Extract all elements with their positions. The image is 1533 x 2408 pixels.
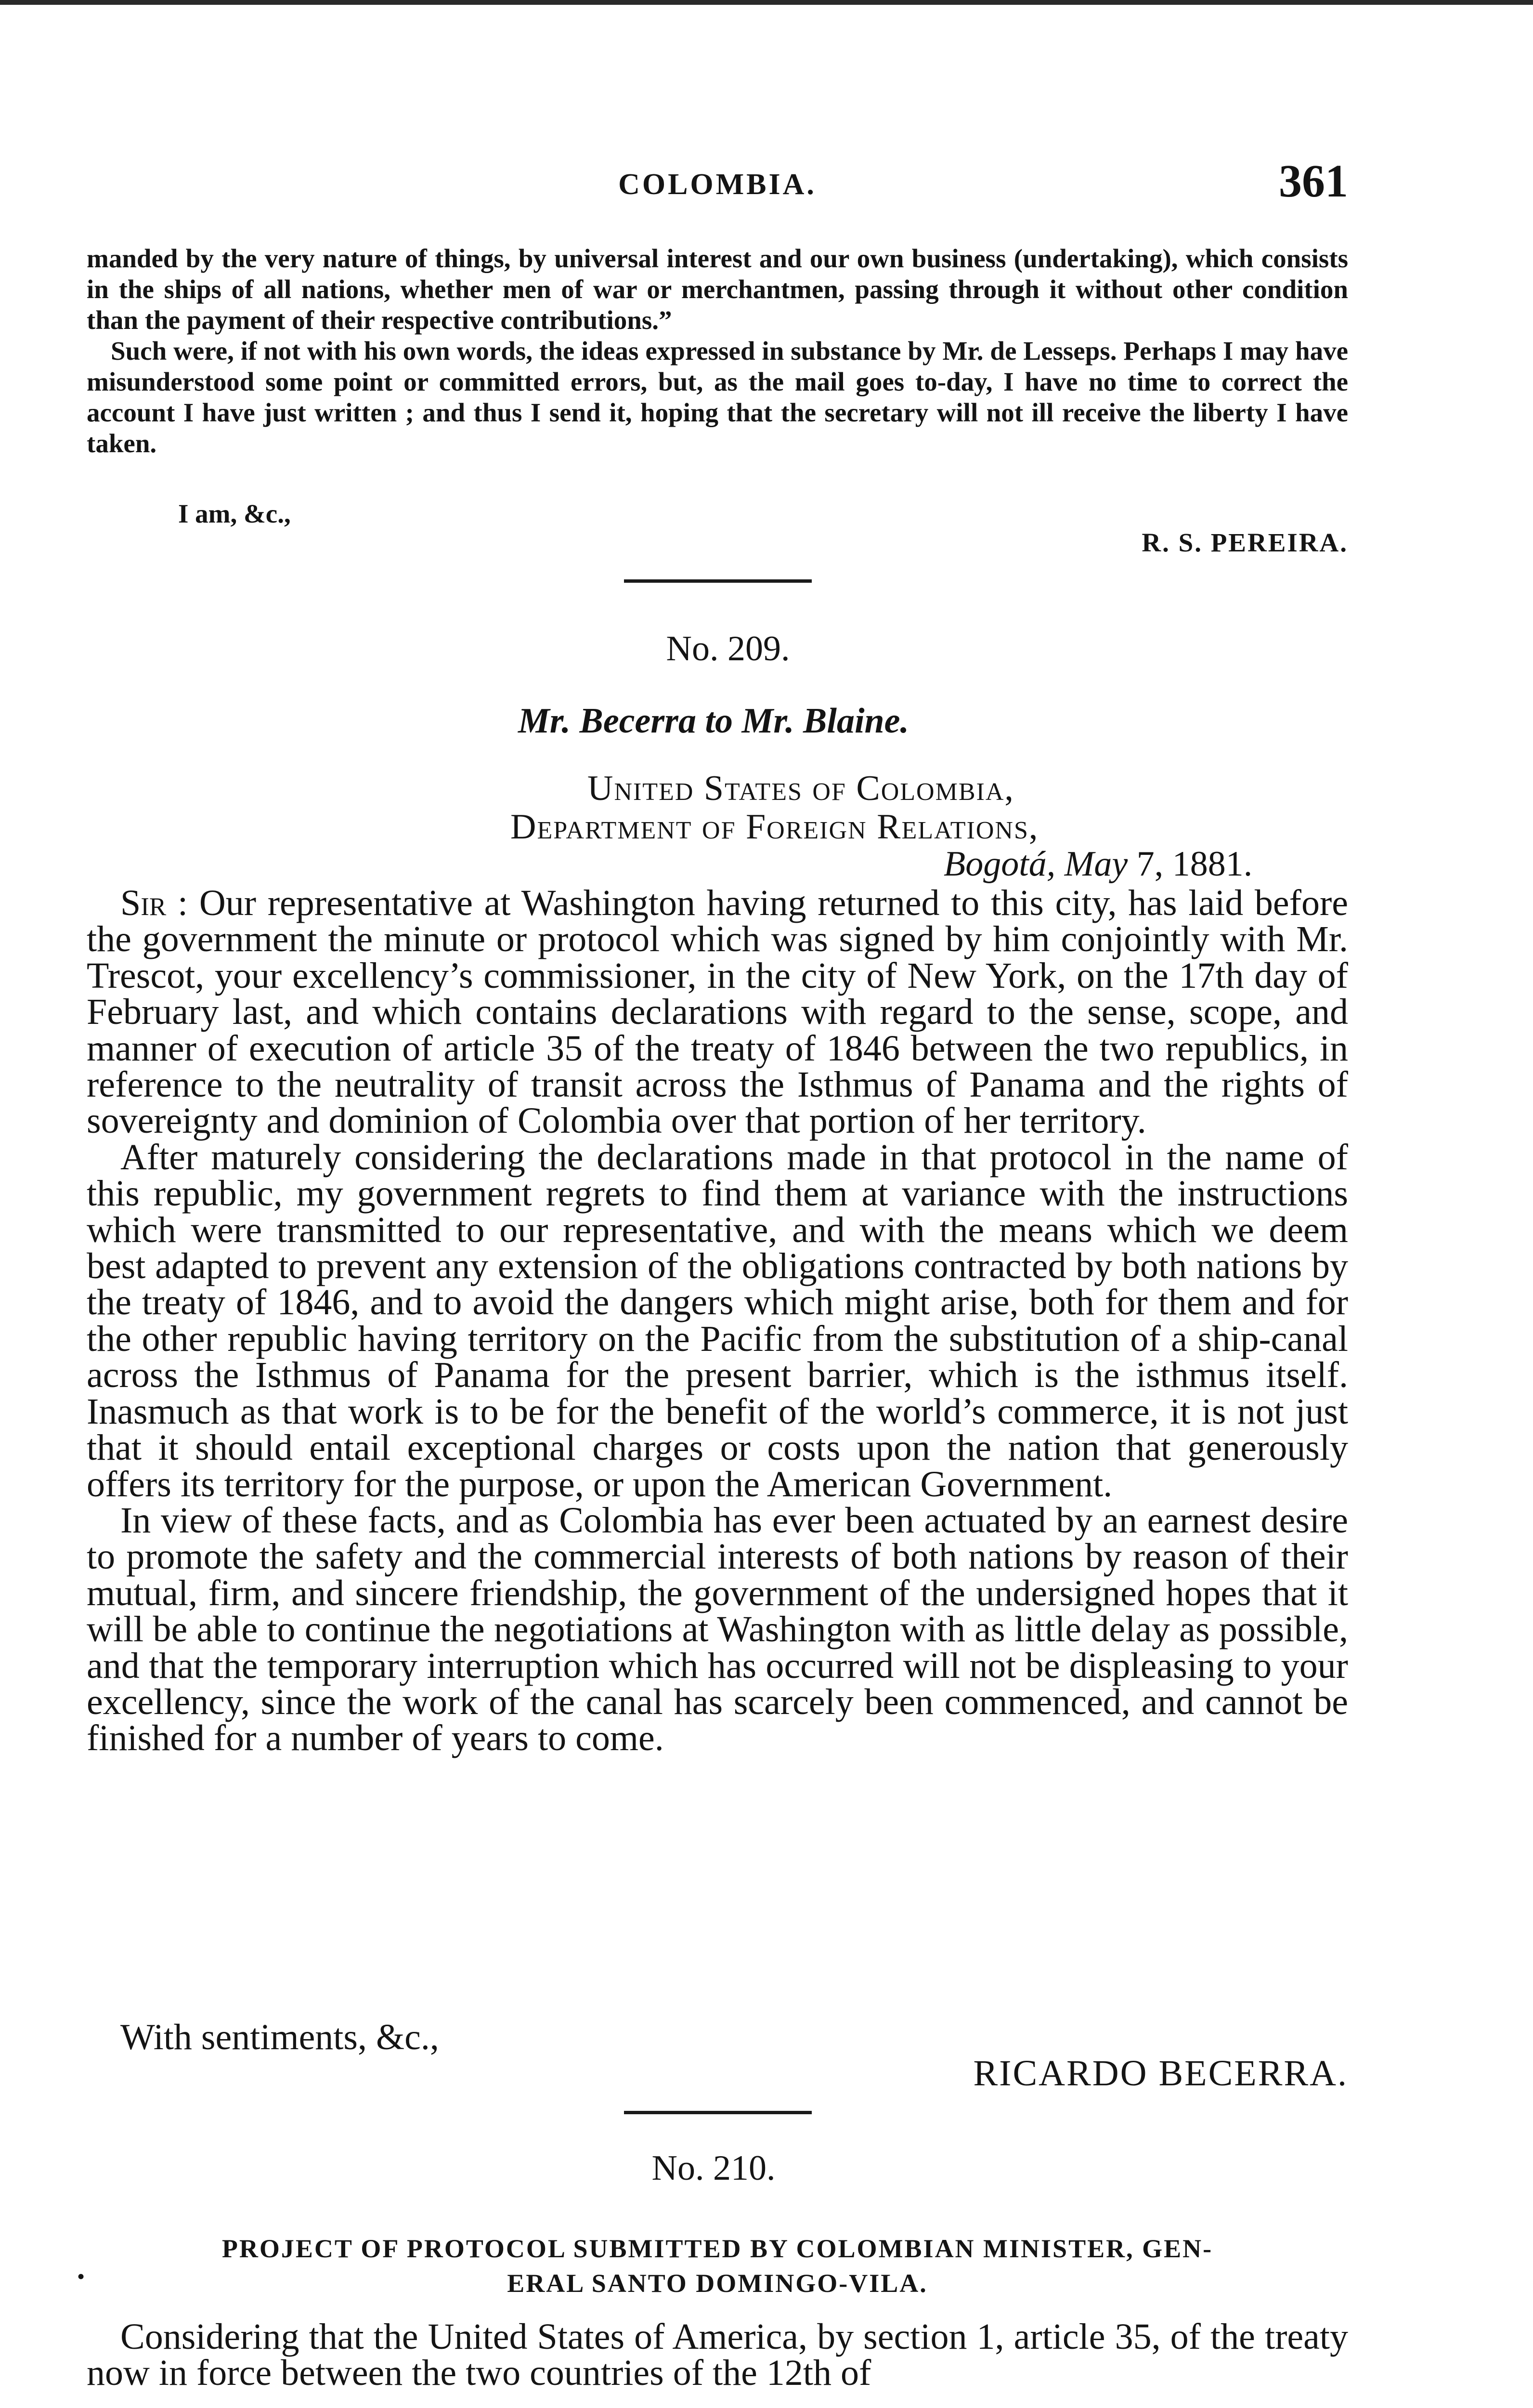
- letter-209-signature: RICARDO BECERRA.: [973, 2053, 1348, 2094]
- letter-209-closing: With sentiments, &c.,: [120, 2017, 439, 2057]
- letter-title: Mr. Becerra to Mr. Blaine.: [518, 701, 909, 741]
- page-header: [87, 154, 1348, 207]
- date-day-year: 7, 1881.: [1136, 844, 1253, 884]
- prior-letter-closing: I am, &c.,: [178, 499, 291, 528]
- prior-letter-paragraph: manded by the very nature of things, by universal interest and our own business (undertaking), which consists in the ships of all nations, whether men of war or merchantmen, passing through it without other condition than the payment of their respective contributions.”: [87, 244, 1348, 335]
- protocol-title-line-2: ERAL SANTO DOMINGO-VILA.: [507, 2269, 928, 2298]
- prior-letter-body: [87, 243, 1348, 459]
- date-place-month: Bogotá, May: [944, 844, 1128, 884]
- running-head: COLOMBIA.: [618, 168, 817, 201]
- margin-mark: •: [77, 2264, 85, 2289]
- document-number-210: No. 210.: [651, 2148, 776, 2188]
- protocol-body: [87, 2316, 1348, 2394]
- section-divider: [624, 579, 812, 583]
- page-number: 361: [1279, 155, 1348, 207]
- protocol-title: [87, 2231, 1348, 2301]
- prior-letter-signature: R. S. PEREIRA.: [1142, 528, 1348, 557]
- protocol-paragraph-1: Considering that the United States of America, by section 1, article 35, of the treaty now in force between the two countries of the 12th of: [87, 2316, 1348, 2394]
- scan-top-border: [0, 0, 1533, 5]
- letter-date: [944, 844, 1252, 885]
- letter-paragraph-3: In view of these facts, and as Colombia has ever been actuated by an earnest desire to promote the safety and the commercial interests of both nations by reason of their mutual, firm, and sincere friendship, the government of the undersigned hopes that it will be able to continue the negotiations at Washington with as little delay as possible, and that the temporary interruption which has occurred will not be displeasing to your excellency, since the work of the canal has scarcely been commenced, and cannot be finished for a number of years to come.: [87, 1500, 1348, 1759]
- address-line-1: United States of Colombia,: [587, 769, 1014, 808]
- salutation-sir: Sir: [120, 883, 167, 923]
- prior-letter-paragraph: Such were, if not with his own words, the ideas expressed in substance by Mr. de Lesseps. Perhaps I may have misunderstood some point or committed errors, but, as the mail goes to-day, I have no time to correct the account I have just written ; and thus I send it, hoping that the secretary will not ill receive the liberty I have taken.: [87, 336, 1348, 458]
- protocol-title-line-1: PROJECT OF PROTOCOL SUBMITTED BY COLOMBIAN MINISTER, GEN-: [221, 2234, 1213, 2263]
- letter-paragraph-2: After maturely considering the declarations made in that protocol in the name of this republic, my government regrets to find them at variance with the instructions which were transmitted to our representative, and with the means which we deem best adapted to prevent any extension of the obligations contracted by both nations by the treaty of 1846, and to avoid the dangers which might arise, both for them and for the other republic having territory on the Pacific from the substitution of a ship-canal across the Isthmus of Panama for the present barrier, which is the isthmus itself. Inasmuch as that work is to be for the benefit of the world’s commerce, it is not just that it should entail exceptional charges or costs upon the nation that generously offers its territory for the purpose, or upon the American Government.: [87, 1137, 1348, 1505]
- section-divider: [624, 2111, 812, 2114]
- letter-209-body: [87, 885, 1348, 1757]
- address-line-2: Department of Foreign Relations,: [510, 807, 1039, 847]
- document-number-209: No. 209.: [666, 629, 790, 668]
- letter-paragraph-1: [87, 885, 1348, 1139]
- paragraph-1-text: : Our representative at Washington having returned to this city, has laid before the government the minute or protocol which was signed by him conjointly with Mr. Trescot, your excellency’s commissioner, in the city of New York, on the 17th day of February last, and which contains declarations with regard to the sense, scope, and manner of execution of article 35 of the treaty of 1846 between the two republics, in reference to the neutrality of transit across the Isthmus of Panama and the rights of sovereignty and dominion of Colombia over that portion of her territory.: [87, 883, 1348, 1141]
